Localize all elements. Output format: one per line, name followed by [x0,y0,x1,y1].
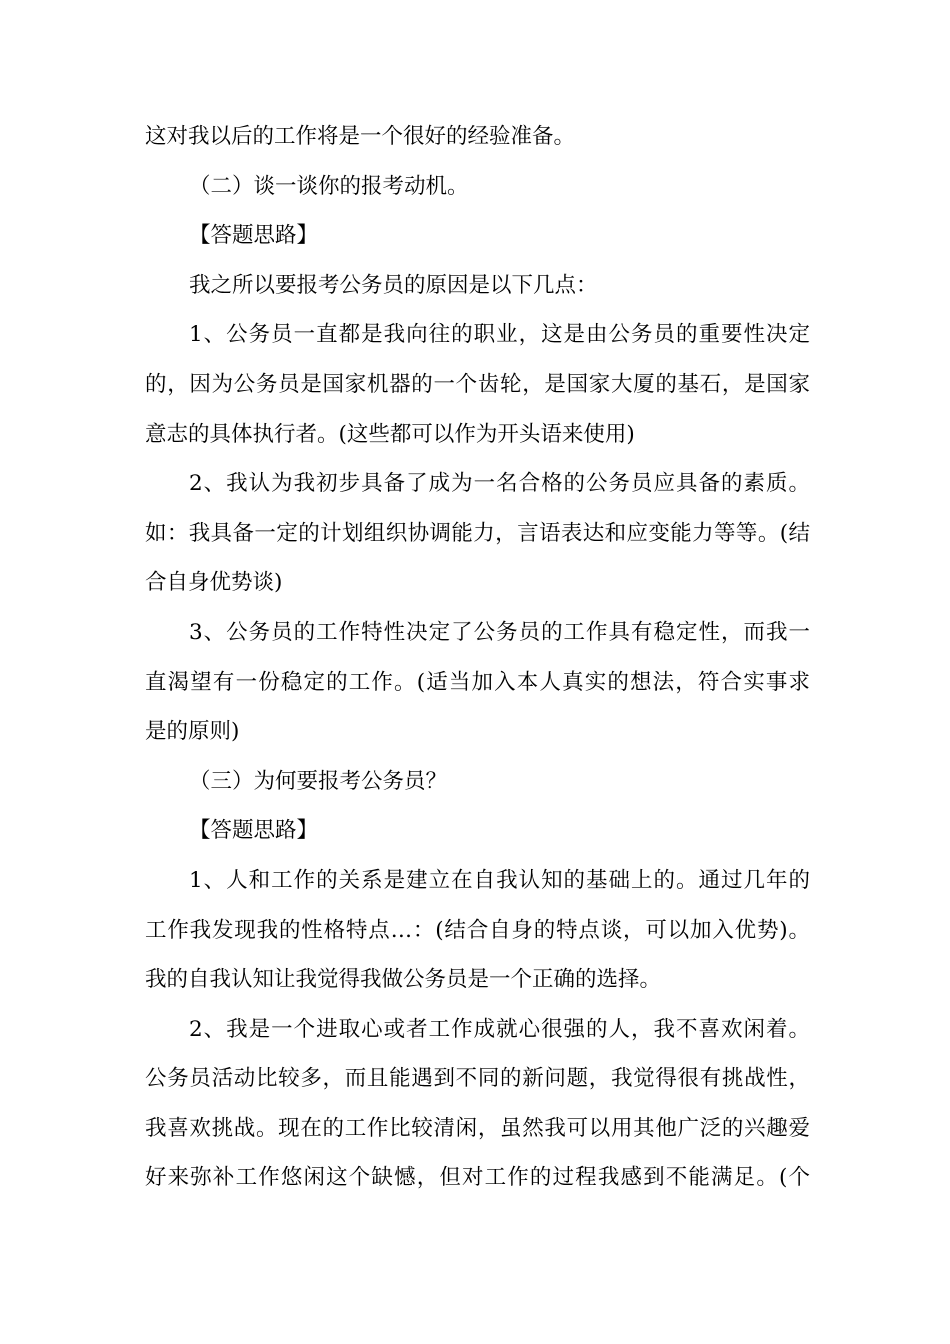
text-line: 好来弥补工作悠闲这个缺憾，但对工作的过程我感到不能满足。(个 [145,1165,810,1191]
text-line: 1、公务员一直都是我向往的职业，这是由公务员的重要性决定 [189,322,810,348]
text-line: 意志的具体执行者。(这些都可以作为开头语来使用) [145,421,635,447]
text-line: 3、公务员的工作特性决定了公务员的工作具有稳定性，而我一 [189,619,810,645]
text-line: 合自身优势谈) [145,570,283,596]
text-line: 我的自我认知让我觉得我做公务员是一个正确的选择。 [145,967,662,993]
answer-heading: 【答题思路】 [189,223,319,249]
text-line: 1、人和工作的关系是建立在自我认知的基础上的。通过几年的 [189,867,810,893]
text-line: 我喜欢挑战。现在的工作比较清闲，虽然我可以用其他广泛的兴趣爱 [145,1115,810,1141]
text-line: 如：我具备一定的计划组织协调能力，言语表达和应变能力等等。(结 [145,520,810,546]
text-line: 的，因为公务员是国家机器的一个齿轮，是国家大厦的基石，是国家 [145,371,810,397]
text-line: 我之所以要报考公务员的原因是以下几点： [189,272,598,298]
text-line: 工作我发现我的性格特点…：(结合自身的特点谈，可以加入优势)。 [145,917,810,943]
section-heading: （三）为何要报考公务员？ [189,768,448,794]
text-line: 2、我认为我初步具备了成为一名合格的公务员应具备的素质。 [189,471,810,497]
answer-heading: 【答题思路】 [189,818,319,844]
text-line: 公务员活动比较多，而且能遇到不同的新问题，我觉得很有挑战性， [145,1066,810,1092]
text-line: 是的原则) [145,719,240,745]
text-line: 直渴望有一份稳定的工作。(适当加入本人真实的想法，符合实事求 [145,669,810,695]
text-line: 2、我是一个进取心或者工作成就心很强的人，我不喜欢闲着。 [189,1016,810,1042]
section-heading: （二）谈一谈你的报考动机。 [189,173,469,199]
text-line: 这对我以后的工作将是一个很好的经验准备。 [145,124,576,149]
document-page [145,112,810,1203]
